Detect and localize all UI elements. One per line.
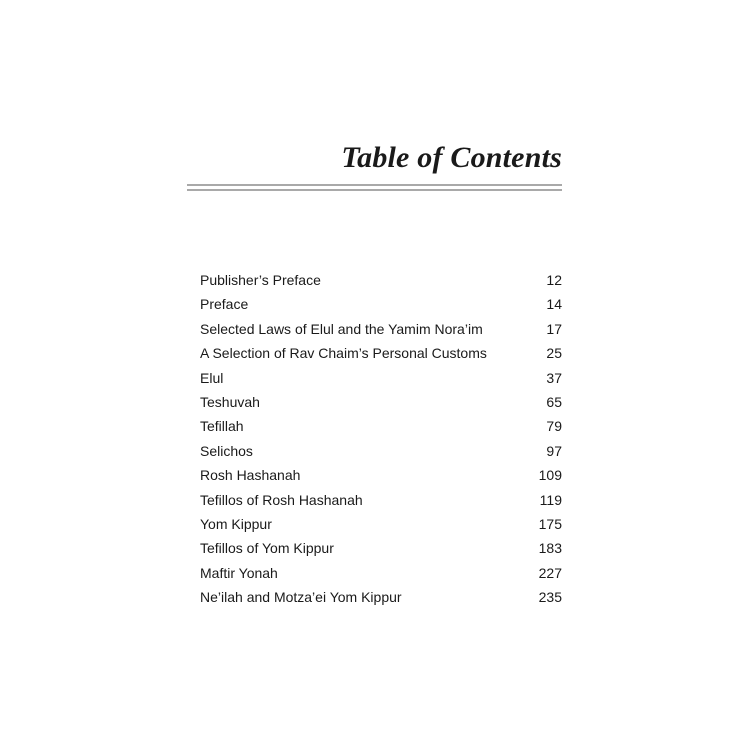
toc-entry[interactable] [200, 366, 562, 390]
toc-entry-title: Tefillos of Rosh Hashanah [200, 491, 363, 508]
toc-entry-page: 235 [538, 589, 562, 606]
toc-entry-page: 14 [546, 296, 562, 313]
toc-entry-page: 183 [538, 540, 562, 557]
toc-entry-title: Ne’ilah and Motza’ei Yom Kippur [200, 589, 402, 606]
toc-entry-page: 175 [538, 515, 562, 532]
toc-entry[interactable] [200, 317, 562, 341]
toc-entry-page: 17 [546, 320, 562, 337]
toc-entry[interactable] [200, 292, 562, 316]
toc-entry[interactable] [200, 561, 562, 585]
toc-entry-title: Publisher’s Preface [200, 272, 321, 288]
toc-entry-title: Rosh Hashanah [200, 467, 301, 484]
toc-entry[interactable] [200, 488, 562, 512]
toc-entry-title: Tefillos of Yom Kippur [200, 540, 334, 557]
toc-list [200, 268, 562, 609]
toc-entry-page: 119 [539, 491, 562, 508]
title-double-rule [187, 184, 562, 192]
toc-entry-page: 109 [538, 467, 562, 484]
toc-entry-page: 37 [546, 369, 562, 386]
toc-entry-title: Maftir Yonah [200, 564, 278, 581]
title-rule-line-top [187, 184, 562, 186]
page-title: Table of Contents [341, 141, 562, 174]
toc-entry[interactable] [200, 390, 562, 414]
toc-entry-page: 97 [546, 442, 562, 459]
toc-entry[interactable] [200, 463, 562, 487]
toc-entry-title: A Selection of Rav Chaim’s Personal Customs [200, 345, 487, 362]
title-rule-line-bottom [187, 189, 562, 191]
toc-entry[interactable] [200, 585, 562, 609]
toc-entry-page: 12 [546, 272, 562, 288]
toc-entry-page: 227 [538, 564, 562, 581]
toc-entry[interactable] [200, 512, 562, 536]
toc-entry-page: 79 [546, 418, 562, 435]
toc-entry-page: 25 [546, 345, 562, 362]
toc-entry[interactable] [200, 536, 562, 560]
toc-entry-page: 65 [546, 393, 562, 410]
toc-entry-title: Tefillah [200, 418, 244, 435]
toc-entry-title: Selichos [200, 442, 253, 459]
toc-entry-title: Yom Kippur [200, 515, 272, 532]
toc-entry[interactable] [200, 268, 562, 292]
toc-entry-title: Preface [200, 296, 249, 313]
toc-entry-title: Selected Laws of Elul and the Yamim Nora’im [200, 320, 483, 337]
toc-entry[interactable] [200, 414, 562, 438]
toc-entry[interactable] [200, 341, 562, 365]
toc-entry-title: Teshuvah [200, 393, 260, 410]
toc-entry-title: Elul [200, 369, 224, 386]
toc-entry[interactable] [200, 439, 562, 463]
